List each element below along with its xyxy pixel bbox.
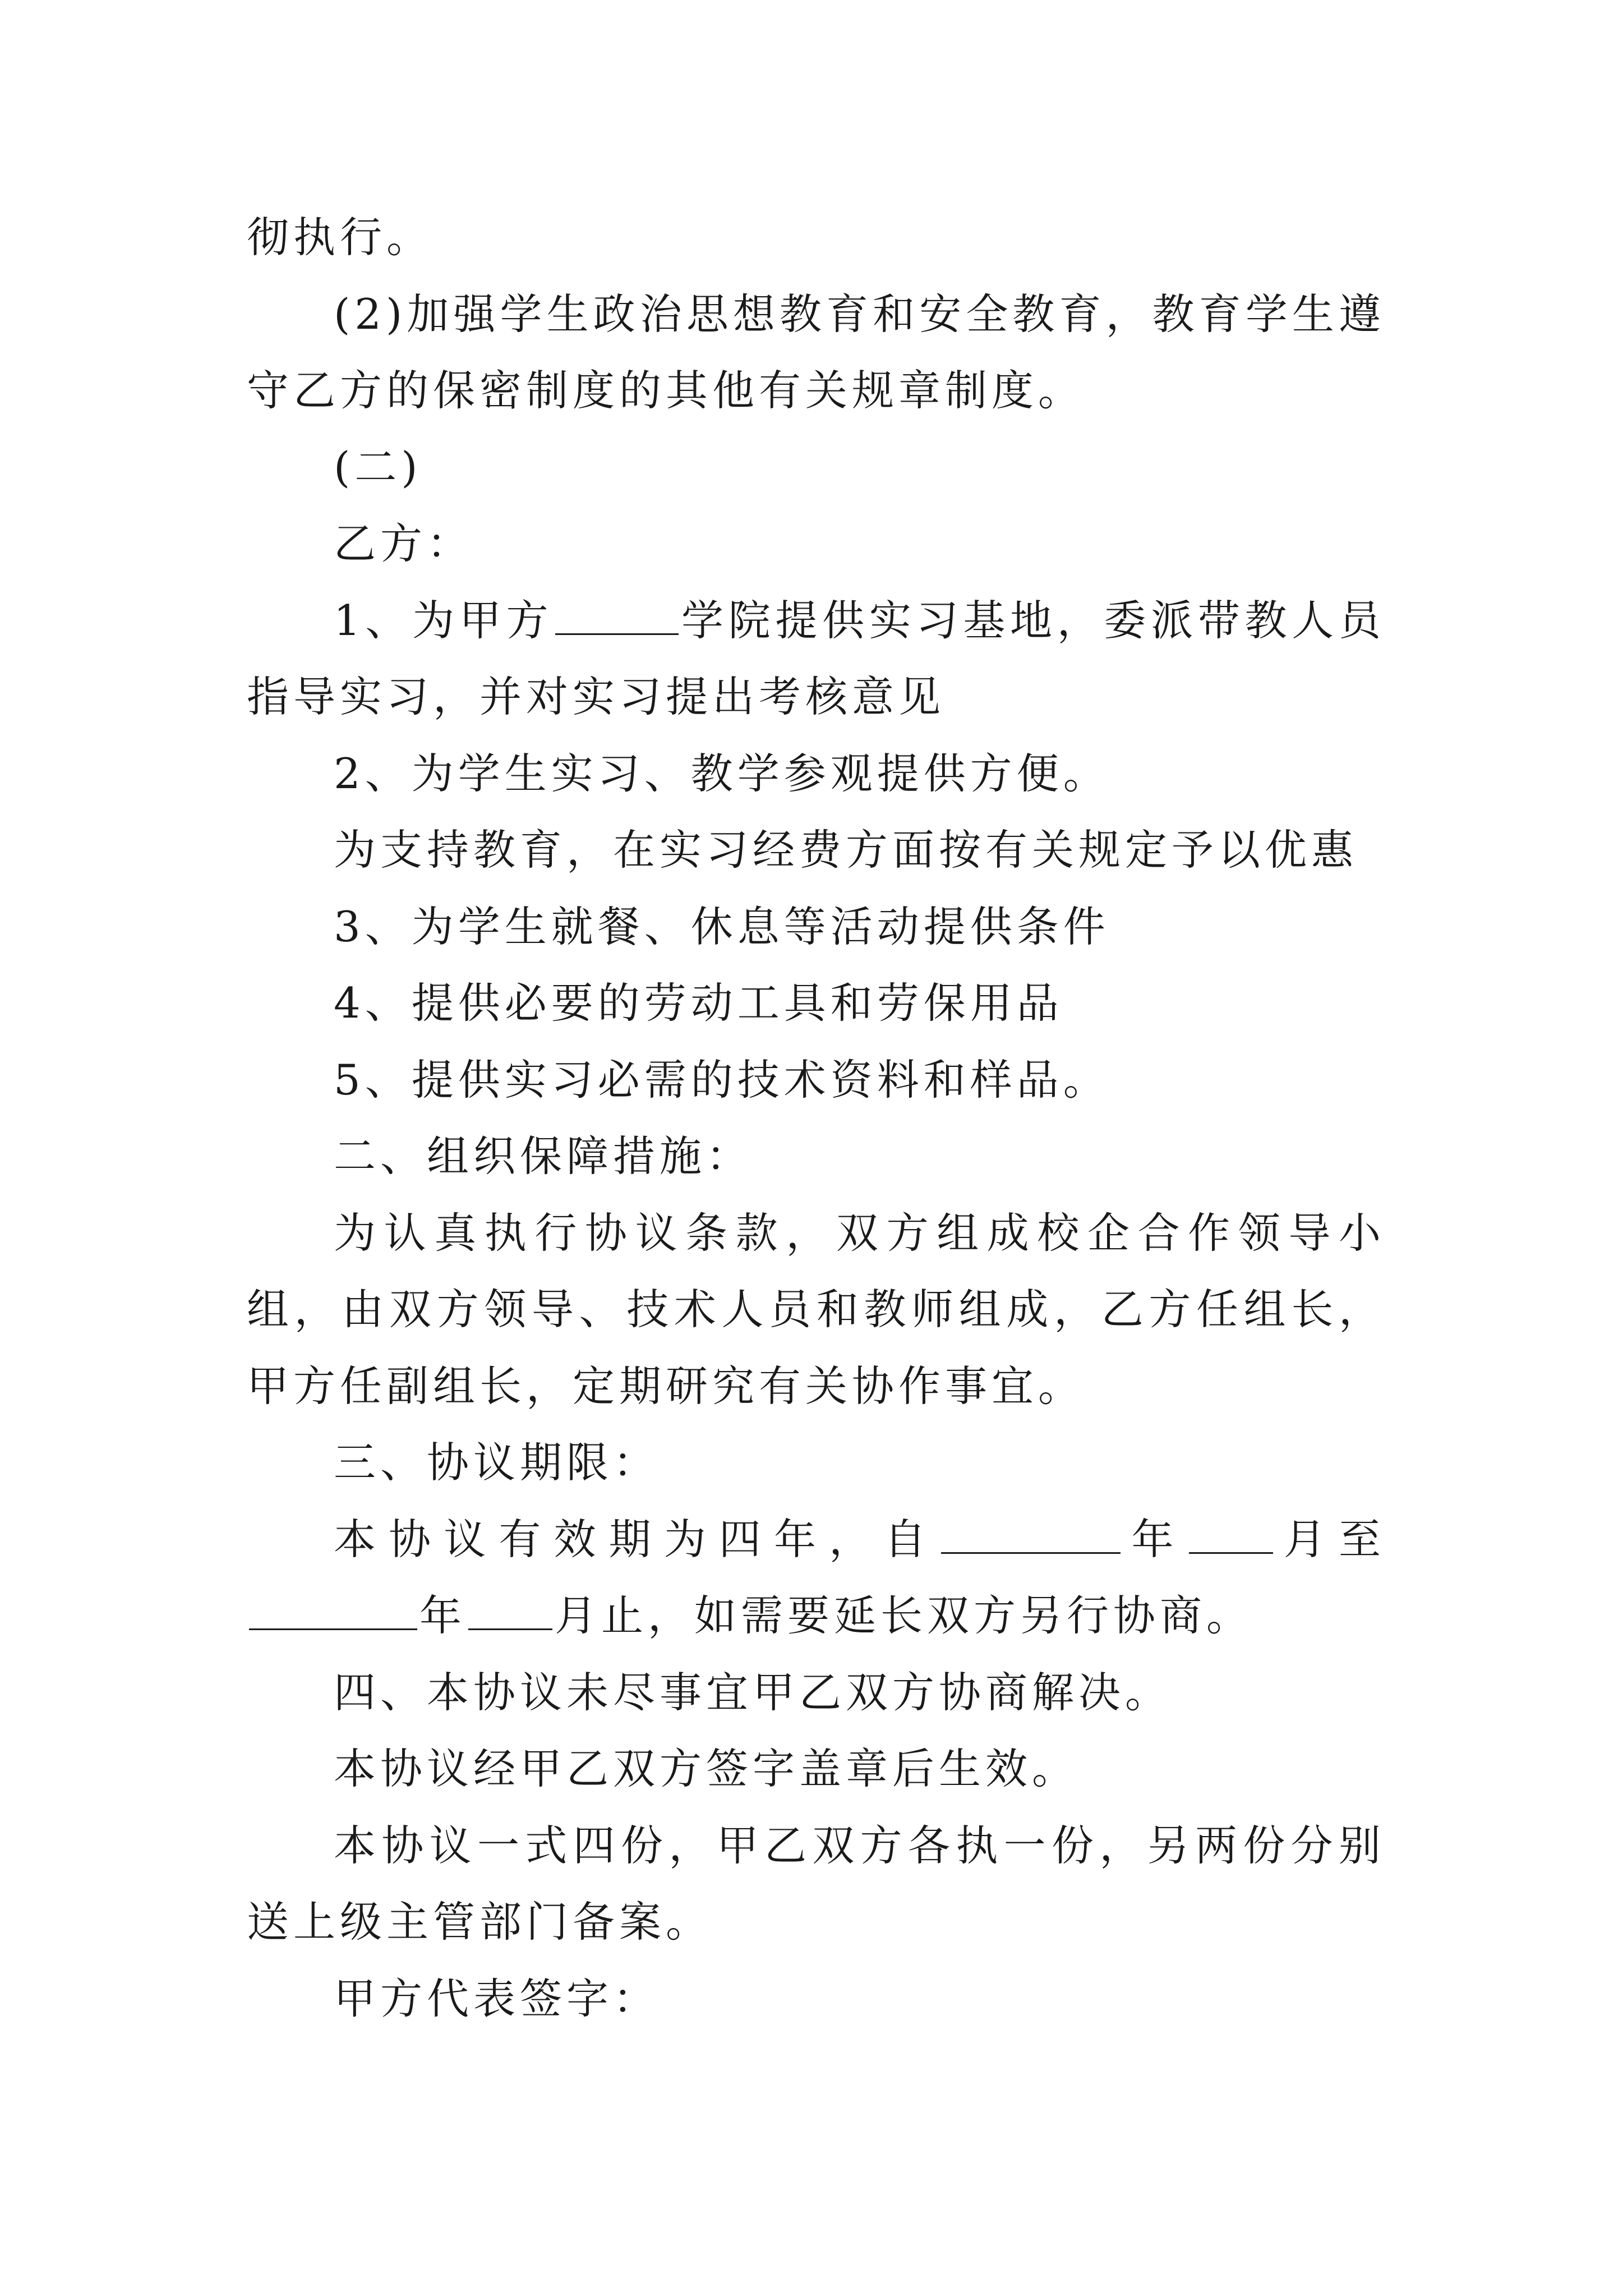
party-a-signature-label: 甲方代表签字： [334, 1973, 660, 2023]
item-1-rest: 学院提供实习基地，委派带教人员指导实习，并对实习提出考核意见 [247, 595, 1385, 721]
paragraph-education: (2)加强学生政治思想教育和安全教育，教育学生遵守乙方的保密制度的其他有关规章制度。 [247, 289, 1385, 415]
paragraph-copies: 本协议一式四份，甲乙双方各执一份，另两份分别送上级主管部门备案。 [247, 1820, 1385, 1947]
start-month-blank [1189, 1519, 1273, 1554]
paragraph-organization: 为认真执行协议条款，双方组成校企合作领导小组，由双方领导、技术人员和教师组成，乙方任组长，甲方任副组长，定期研究有关协作事宜。 [247, 1208, 1385, 1411]
paragraph-item-3: 3、为学生就餐、休息等活动提供条件 [334, 901, 1110, 951]
section-marker-two: (二) [334, 442, 422, 492]
paragraph-continuation: 彻执行。 [247, 213, 434, 262]
paragraph-item-5: 5、提供实习必需的技术资料和样品。 [334, 1055, 1110, 1105]
section-heading-organization: 二、组织保障措施： [334, 1131, 753, 1181]
item-1-prefix: 1、为甲方 [334, 595, 554, 645]
paragraph-effective: 本协议经甲乙双方签字盖章后生效。 [334, 1744, 1079, 1793]
term-month-to: 月至 [1275, 1514, 1385, 1564]
party-b-heading: 乙方： [334, 519, 474, 568]
end-month-blank [468, 1595, 552, 1630]
paragraph-item-four: 四、本协议未尽事宜甲乙双方协商解决。 [334, 1667, 1172, 1717]
document-body [247, 199, 1385, 2037]
term-prefix: 本协议有效期为四年，自 [334, 1514, 939, 1564]
paragraph-item-4: 4、提供必要的劳动工具和劳保用品 [334, 978, 1063, 1028]
term-year-1: 年 [1123, 1514, 1187, 1564]
term-year-2: 年 [419, 1591, 467, 1640]
start-year-blank [941, 1519, 1121, 1554]
paragraph-term [247, 1501, 1385, 1654]
section-heading-term: 三、协议期限： [334, 1438, 660, 1487]
end-year-blank [249, 1595, 417, 1630]
paragraph-item-1 [247, 582, 1385, 735]
term-rest: 月止，如需要延长双方另行协商。 [555, 1591, 1253, 1640]
paragraph-item-2: 2、为学生实习、教学参观提供方便。 [334, 748, 1110, 798]
paragraph-support: 为支持教育，在实习经费方面按有关规定予以优惠 [334, 825, 1358, 875]
college-name-blank [555, 600, 679, 635]
